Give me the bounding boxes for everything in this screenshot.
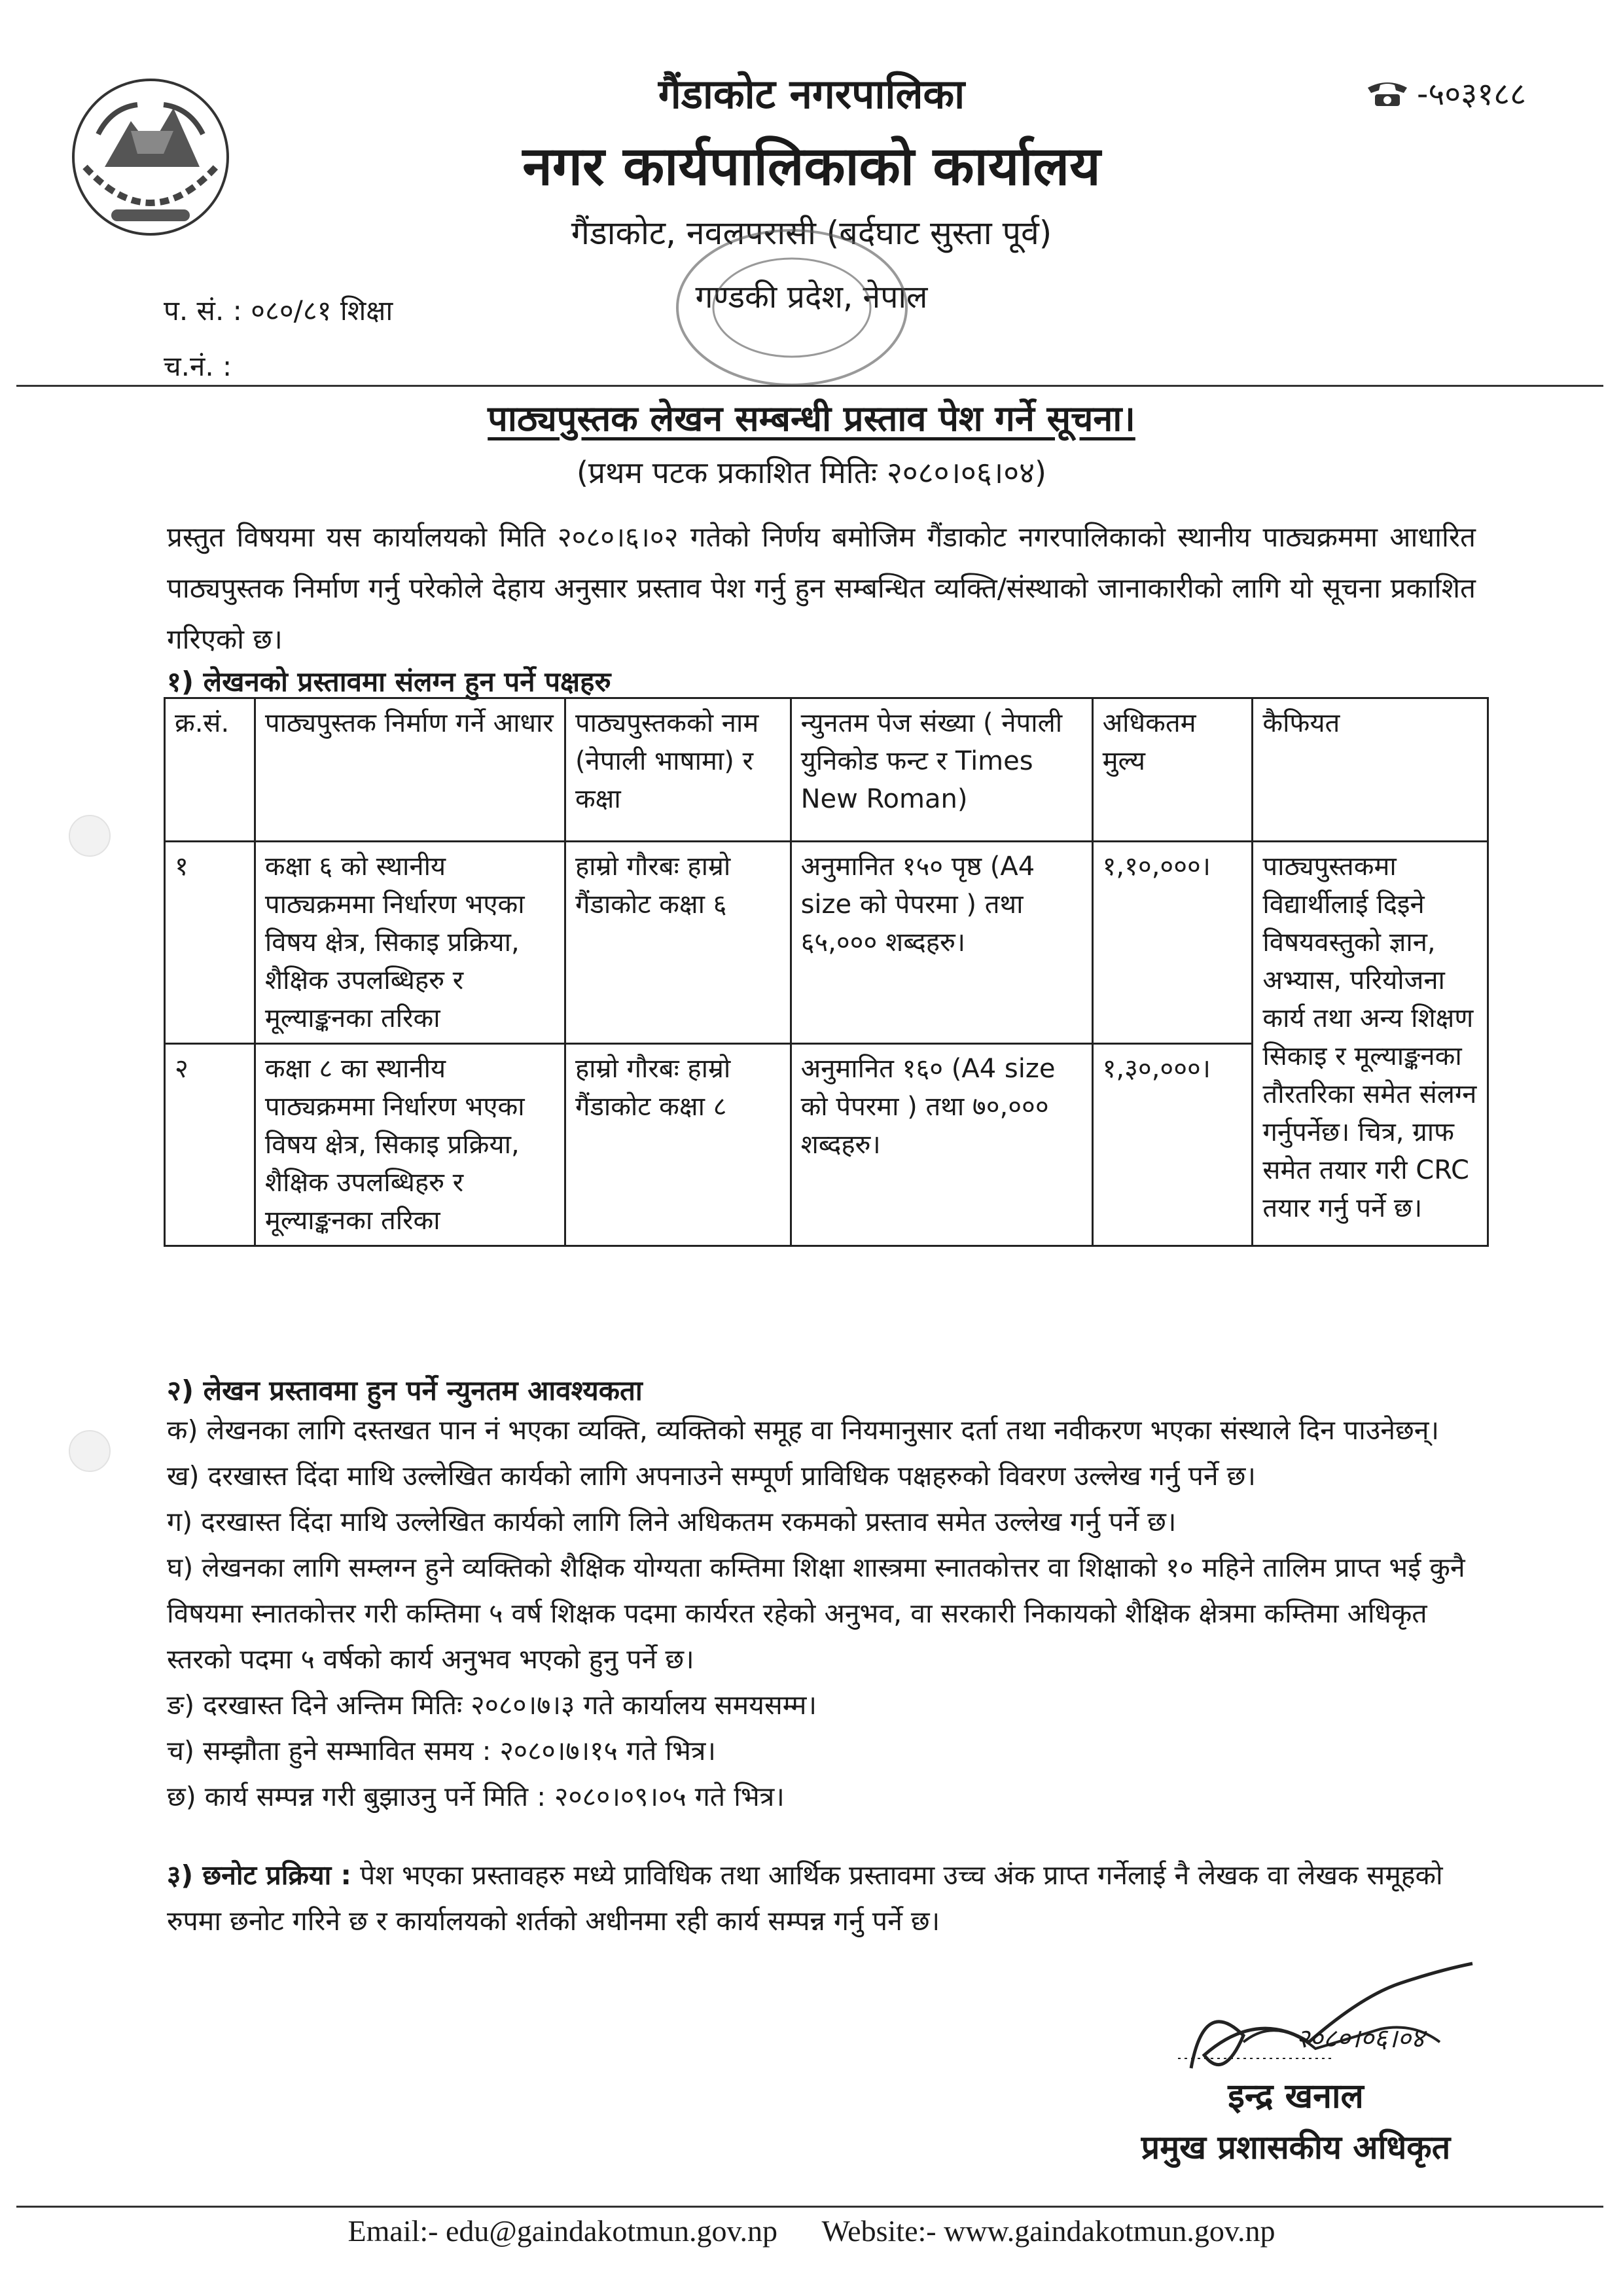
- cell-remarks: पाठ्यपुस्तकमा विद्यार्थीलाई दिइने विषयवस्तुको ज्ञान, अभ्यास, परियोजना कार्य तथा अन्य शिक्षण सिकाइ र मूल्याङ्कनका तौरतरिका समेत संलग्न गर्नुपर्नेछ। चित्र, ग्राफ समेत तयार गरी CRC तयार गर्नु पर्ने छ।: [1253, 842, 1488, 1246]
- cell-price: १,१०,०००।: [1092, 842, 1253, 1044]
- cell-sn: १: [165, 842, 255, 1044]
- punch-hole: [69, 1430, 111, 1472]
- cell-pages: अनुमानित १५० पृष्ठ (A4 size को पेपरमा ) तथा ६५,००० शब्दहरु।: [791, 842, 1092, 1044]
- phone-text: -५०३१८८: [1417, 76, 1527, 113]
- phone-number: [1364, 72, 1526, 115]
- office-seal-stamp-icon: [668, 223, 916, 393]
- list-item: ख) दरखास्त दिंदा माथि उल्लेखित कार्यको लागि अपनाउने सम्पूर्ण प्राविधिक पक्षहरुको विवरण उल्लेख गर्नु पर्ने छ।: [167, 1460, 1256, 1492]
- table-header-row: [165, 698, 1488, 842]
- requirements-list: [167, 1407, 1476, 1820]
- signatory-name: इन्द्र खनाल: [1228, 2077, 1364, 2116]
- dispatch-number: च.नं. :: [164, 350, 232, 382]
- cell-book-name: हाम्रो गौरबः हाम्रो गैंडाकोट कक्षा ६: [565, 842, 791, 1044]
- column-header: पाठ्यपुस्तकको नाम (नेपाली भाषामा) र कक्षा: [565, 698, 791, 842]
- reference-number: प. सं. : ०८०/८१ शिक्षा: [164, 295, 393, 327]
- list-item: ङ) दरखास्त दिने अन्तिम मितिः २०८०।७।३ गते कार्यालय समयसम्म।: [167, 1689, 817, 1721]
- column-header: अधिकतम मुल्य: [1092, 698, 1253, 842]
- column-header: न्युनतम पेज संख्या ( नेपाली युनिकोड फन्ट र Times New Roman): [791, 698, 1092, 842]
- footer-divider: [16, 2206, 1603, 2208]
- footer-website: Website:- www.gaindakotmun.gov.np: [821, 2214, 1275, 2248]
- column-header: क्र.सं.: [165, 698, 255, 842]
- cell-price: १,३०,०००।: [1092, 1044, 1253, 1246]
- selection-label: ३) छनोट प्रक्रिया :: [167, 1859, 351, 1891]
- published-date: (प्रथम पटक प्रकाशित मितिः २०८०।०६।०४): [576, 455, 1046, 490]
- list-item: ग) दरखास्त दिंदा माथि उल्लेखित कार्यको लागि लिने अधिकतम रकमको प्रस्ताव समेत उल्लेख गर्नु पर्ने छ।: [167, 1506, 1177, 1537]
- footer: [0, 2214, 1623, 2248]
- footer-email: Email:- edu@gaindakotmun.gov.np: [348, 2214, 777, 2248]
- table-row: [165, 842, 1488, 1044]
- column-header: पाठ्यपुस्तक निर्माण गर्ने आधार: [255, 698, 565, 842]
- cell-pages: अनुमानित १६० (A4 size को पेपरमा ) तथा ७०,००० शब्दहरु।: [791, 1044, 1092, 1246]
- signatory-title: प्रमुख प्रशासकीय अधिकृत: [1141, 2128, 1451, 2166]
- notice-title: पाठ्यपुस्तक लेखन सम्बन्धी प्रस्ताव पेश गर्ने सूचना।: [488, 398, 1135, 439]
- cell-basis: कक्षा ६ को स्थानीय पाठ्यक्रममा निर्धारण भएका विषय क्षेत्र, सिकाइ प्रक्रिया, शैक्षिक उपलब्धिहरु र मूल्याङ्कनका तरिका: [255, 842, 565, 1044]
- requirements-table: [164, 697, 1489, 1247]
- municipality-name: गैंडाकोट नगरपालिका: [658, 70, 965, 118]
- section2-heading: २) लेखन प्रस्तावमा हुन पर्ने न्युनतम आवश्यकता: [167, 1374, 643, 1407]
- punch-hole: [69, 815, 111, 857]
- office-address: गैंडाकोट, नवलपरासी (बर्दघाट सुस्ता पूर्व): [571, 214, 1052, 252]
- list-item: क) लेखनका लागि दस्तखत पान नं भएका व्यक्ति, व्यक्तिको समूह वा नियमानुसार दर्ता तथा नवीकरण भएका संस्थाले दिन पाउनेछन्।: [167, 1414, 1440, 1446]
- signature-date: २०८०।०६।०४: [1296, 2024, 1425, 2054]
- selection-process: [167, 1852, 1476, 1944]
- cell-basis: कक्षा ८ का स्थानीय पाठ्यक्रममा निर्धारण भएका विषय क्षेत्र, सिकाइ प्रक्रिया, शैक्षिक उपलब्धिहरु र मूल्याङ्कनका तरिका: [255, 1044, 565, 1246]
- intro-paragraph: प्रस्तुत विषयमा यस कार्यालयको मिति २०८०।६।०२ गतेको निर्णय बमोजिम गैंडाकोट नगरपालिकाको स्थानीय पाठ्यक्रममा आधारित पाठ्यपुस्तक निर्माण गर्नु परेकोले देहाय अनुसार प्रस्ताव पेश गर्नु हुन सम्बन्धित व्यक्ति/संस्थाको जानाकारीको लागि यो सूचना प्रकाशित गरिएको छ।: [167, 521, 1476, 655]
- list-item: छ) कार्य सम्पन्न गरी बुझाउनु पर्ने मिति : २०८०।०९।०५ गते भित्र।: [167, 1781, 785, 1812]
- section1-heading: १) लेखनको प्रस्तावमा संलग्न हुन पर्ने पक्षहरु: [167, 666, 611, 698]
- telephone-icon: [1364, 79, 1410, 109]
- cell-book-name: हाम्रो गौरबः हाम्रो गैंडाकोट कक्षा ८: [565, 1044, 791, 1246]
- office-province: गण्डकी प्रदेश, नेपाल: [695, 279, 928, 315]
- office-name: नगर कार्यपालिकाको कार्यालय: [522, 135, 1101, 198]
- list-item: घ) लेखनका लागि सम्लग्न हुने व्यक्तिको शैक्षिक योग्यता कम्तिमा शिक्षा शास्त्रमा स्नातकोत्तर वा शिक्षाको १० महिने तालिम प्राप्त भई कुनै विषयमा स्नातकोत्तर गरी कम्तिमा ५ वर्ष शिक्षक पदमा कार्यरत रहेको अनुभव, वा सरकारी निकायको शैक्षिक क्षेत्रमा कम्तिमा अधिकृत स्तरको पदमा ५ वर्षको कार्य अनुभव भएको हुनु पर्ने छ।: [167, 1552, 1465, 1675]
- column-header: कैफियत: [1253, 698, 1488, 842]
- list-item: च) सम्झौता हुने सम्भावित समय : २०८०।७।१५ गते भित्र।: [167, 1735, 716, 1767]
- cell-sn: २: [165, 1044, 255, 1246]
- header-divider: [16, 385, 1603, 387]
- selection-text: पेश भएका प्रस्तावहरु मध्ये प्राविधिक तथा आर्थिक प्रस्तावमा उच्च अंक प्राप्त गर्नेलाई नै लेखक वा लेखक समूहको रुपमा छनोट गरिने छ र कार्यालयको शर्तको अधीनमा रही कार्य सम्पन्न गर्नु पर्ने छ।: [167, 1859, 1443, 1937]
